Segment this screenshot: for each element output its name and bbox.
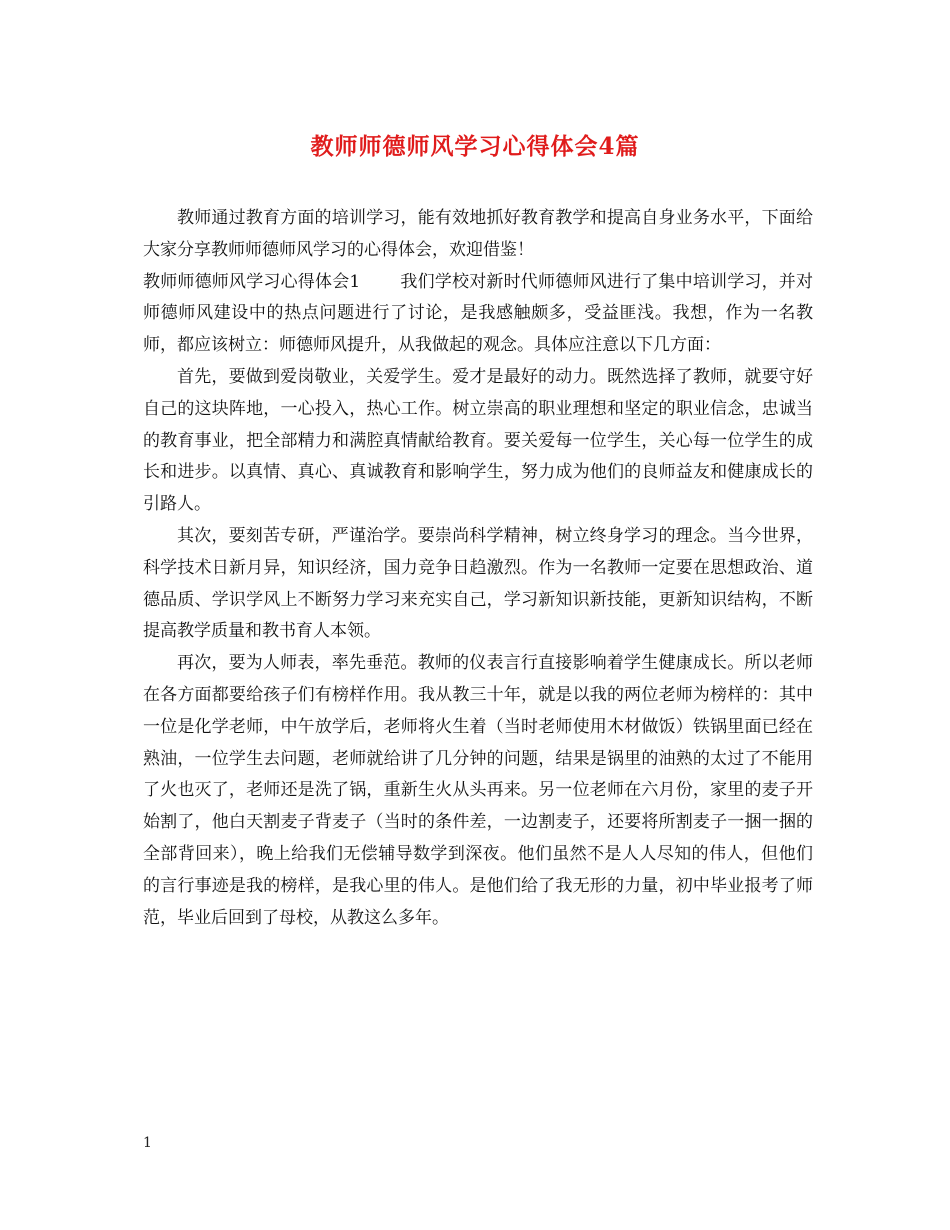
section-paragraph [143,267,813,362]
document-title: 教师师德师风学习心得体会4篇 [310,133,640,160]
body-paragraph: 其次，要刻苦专研，严谨治学。要崇尚科学精神，树立终身学习的理念。当今世界，科学技术日新月异，知识经济，国力竞争日趋激烈。作为一名教师一定要在思想政治、道德品质、学识学风上不断努力学习来充实自己，学习新知识新技能，更新知识结构，不断提高教学质量和教书育人本领。 [143,525,813,642]
body-paragraph: 再次，要为人师表，率先垂范。教师的仪表言行直接影响着学生健康成长。所以老师在各方面都要给孩子们有榜样作用。我从教三十年，就是以我的两位老师为榜样的：其中一位是化学老师，中午放学后，老师将火生着（当时老师使用木材做饭）铁锅里面已经在熟油，一位学生去问题，老师就给讲了几分钟的问题，结果是锅里的油熟的太过了不能用了火也灭了，老师还是洗了锅，重新生火从头再来。另一位老师在六月份，家里的麦子开始割了，他白天割麦子背麦子（当时的条件差，一边割麦子，还要将所割麦子一捆一捆的全部背回来），晚上给我们无偿辅导数学到深夜。他们虽然不是人人尽知的伟人，但他们的言行事迹是我的榜样，是我心里的伟人。是他们给了我无形的力量，初中毕业报考了师范，毕业后回到了母校，从教这么多年。 [143,653,813,928]
section-heading: 教师师德师风学习心得体会1 [143,271,361,292]
intro-paragraph: 教师通过教育方面的培训学习，能有效地抓好教育教学和提高自身业务水平，下面给大家分享教师师德师风学习的心得体会，欢迎借鉴！ [143,208,813,260]
document-body [143,203,813,934]
page-number: 1 [143,1135,152,1151]
section-first-paragraph: 我们学校对新时代师德师风进行了集中培训学习，并对师德师风建设中的热点问题进行了讨论，是我感触颇多，受益匪浅。我想，作为一名教师，都应该树立：师德师风提升，从我做起的观念。具体应注意以下几方面： [143,271,813,356]
body-paragraph: 首先，要做到爱岗敬业，关爱学生。爱才是最好的动力。既然选择了教师，就要守好自己的这块阵地，一心投入，热心工作。树立崇高的职业理想和坚定的职业信念，忠诚当的教育事业，把全部精力和满腔真情献给教育。要关爱每一位学生，关心每一位学生的成长和进步。以真情、真心、真诚教育和影响学生，努力成为他们的良师益友和健康成长的引路人。 [143,366,813,515]
